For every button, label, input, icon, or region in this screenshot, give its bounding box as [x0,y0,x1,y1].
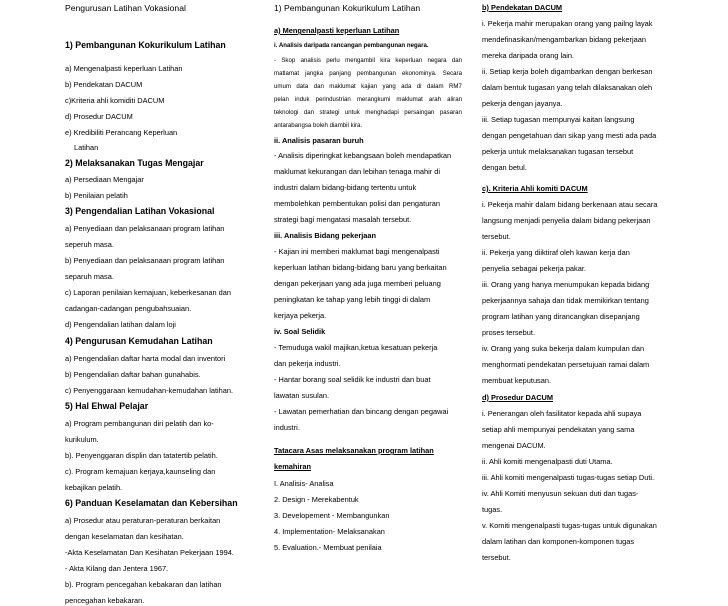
word: analisis [300,57,321,64]
word: menghadapi [365,109,399,116]
word: dan [451,57,462,64]
word: untuk [344,109,360,116]
item-heading: i. Analisis daripada rancangan pembangunan negara. [274,42,429,49]
section-heading: 6) Panduan Keselamatan dan Kebersihan [65,498,238,508]
paragraph-line [274,56,462,65]
paragraph-line: iii. Orang yang hanya menumpukan kepada bidang [482,280,650,289]
paragraph-line: iv. Ahli Komiti menyusun sekuan duti dan tugas- [482,489,639,498]
paragraph-line: dengan betul. [482,163,527,172]
paragraph-line: industri. [274,423,300,432]
paragraph-line: antarabangsa boleh diambil kira. [274,122,363,129]
word: matlamat [274,70,300,77]
subsection-heading: a) Mengenalpasti keperluan Latihan [274,26,400,35]
paragraph-line: program latihan yang dirancangkan disepanjang [482,312,640,321]
paragraph-line: i. Pekerja mahir merupakan orang yang pailng layak [482,19,653,28]
list-item: - Akta Kilang dan Jentera 1967. [65,564,169,573]
paragraph-line: ii. Ahli komiti mengenalpasti duti Utama. [482,457,613,466]
paragraph-line: keperluan latihan bidang-bidang baru yang berkaitan [274,263,447,272]
section-heading: 1) Pembangunan Kokurikulum Latihan [274,3,421,13]
list-item: a) Prosedur atau peraturan-peraturan berkaitan [65,516,221,525]
word: pasaran [439,109,462,116]
word: strategi [319,109,340,116]
word: kajian [361,83,378,90]
paragraph-line: pekerjaannya sahaja dan tidak memikirkan tentang [482,296,649,305]
section-heading: 3) Pengendalian Latihan Vokasional [65,206,215,216]
paragraph-line: - Temuduga wakil majikan,ketua kesatuan pekerja [274,343,438,352]
list-item: c) Penyenggaraan kemudahan-kemudahan latihan. [65,386,234,395]
list-item: d) Prosedur DACUM [65,112,133,121]
list-item: a) Program pembangunan diri pelatih dan ko- [65,419,214,428]
paragraph-line: penyelia sebagai pekerja pakar. [482,264,586,273]
paragraph-line: iii. Setiap tugasan mempunyai kaitan langsung [482,115,635,124]
paragraph-line: strategi bagi mengatasi masalah tersebut. [274,215,412,224]
paragraph-line: industri dalam bidang-bidang tertentu untuk [274,183,417,192]
paragraph-line: menghormati pendekatan persetujuan ramai dalam [482,360,650,369]
word: teknologi [274,109,299,116]
subsection-heading: b) Pendekatan DACUM [482,3,563,12]
word: induk [294,96,310,103]
paragraph-line: ii. Pekerja yang diiktiraf oleh kawan kerja dan [482,248,630,257]
item-heading: iii. Analisis Bidang pekerjaan [274,231,376,240]
paragraph-line: proses tersebut. [482,328,535,337]
paragraph-line: dalam latihan dan komponen-komponen tugas [482,537,635,546]
list-item: c). Program kemajuan kerjaya,kaunseling dan [65,467,216,476]
word: dan [313,83,324,90]
paragraph-line: iii. Ahli komiti mengenalpasti tugas-tugas setiap Duti. [482,473,655,482]
paragraph-line [274,69,462,78]
word: di [416,83,422,90]
list-item: e) Kredibiliti Perancang Keperluan [65,128,178,137]
procedure-heading-continued: kemahiran [274,462,311,471]
paragraph-line: peningkatan ke tahap yang lebih tinggi di dalam [274,295,431,304]
paragraph-line: tersebut. [482,232,511,241]
word: - [274,57,277,64]
procedure-step: 2. Design - Merekabentuk [274,495,359,504]
word: Skop [281,57,296,64]
word: dalam [426,83,444,90]
section-heading: 5) Hal Ehwal Pelajar [65,401,149,411]
list-item: b). Penyenggaran displin dan tatatertib pelatih. [65,451,218,460]
paragraph-line: pekerja dengan jayanya. [482,99,563,108]
word: perindustrian [315,96,351,103]
paragraph-line: membolehkan pembentukan polisi dan pengaturan [274,199,440,208]
paragraph-line: v. Komiti mengenalpasti tugas-tugas untuk digunakan [482,521,657,530]
word: pembangunan [356,70,396,77]
word: RM7 [449,83,462,90]
list-item: b). Program pencegahan kebakaran dan latihan [65,580,222,589]
word: arah [428,96,442,103]
paragraph-line: - Kajian ini memberi maklumat bagi mengenalpasti [274,247,440,256]
paragraph-line [274,108,462,117]
word: data [296,83,309,90]
word: perlu [326,57,340,64]
section-heading: 1) Pembangunan Kokurikulum Latihan [65,40,226,50]
section-heading: 2) Melaksanakan Tugas Mengajar [65,158,204,168]
procedure-step: 5. Evaluation.- Membuat penilaia [274,543,382,552]
paragraph-line: dengan pekerjaan yang ada juga memberi peluang [274,279,441,288]
list-item-continued: separuh masa. [65,272,114,281]
word: panjang [329,70,351,77]
word: merangkumi [356,96,391,103]
word: aliran [447,96,462,103]
paragraph-line: pekerja untuk melaksanakan tugasan tersebut [482,147,634,156]
list-item-continued: Latihan [74,143,99,152]
list-item-continued: kurikulum. [65,435,99,444]
paragraph-line: setiap ahli mempunyai pendekatan yang sama [482,425,635,434]
word: ekonominya. [402,70,437,77]
word: yang [382,83,396,90]
subsection-heading: d) Prosedur DACUM [482,393,554,402]
list-item: a) Persediaan Mengajar [65,175,144,184]
word: maklumat [396,96,423,103]
paragraph-line: - Lawatan pemerhatian dan bincang dengan pegawai [274,407,449,416]
paragraph-line: kerjaya pekerja. [274,311,327,320]
paragraph-line: i. Penerangan oleh fasilitator kepada ahli supaya [482,409,642,418]
paragraph-line: - Analisis diperingkat kebangsaan boleh mendapatkan [274,151,452,160]
word: pelan [274,96,289,103]
paragraph-line [274,95,462,104]
procedure-step: 3. Developement - Membangunkan [274,511,390,520]
paragraph-line: ii. Setiap kerja boleh digambarkan dengan berkesan [482,67,653,76]
list-item: b) Penyediaan dan pelaksanaan program latihan [65,256,225,265]
paragraph-line: mereka daripada orang lain. [482,51,575,60]
paragraph-line: dan pekerja industri. [274,359,341,368]
paragraph-line: mendefinasikan/mengambarkan bidang pekerjaan [482,35,646,44]
word: dan [303,109,315,116]
word: persaingan [404,109,435,116]
list-item: c)Kriteria ahli komiditi DACUM [65,96,165,105]
list-item-continued: pencegahan kebakaran. [65,596,145,605]
list-item: d) Pengendalian latihan dalam loji [65,320,176,329]
word: keperluan [395,57,423,64]
paragraph-line [274,82,462,91]
paragraph-line: membuat keputusan. [482,376,552,385]
subsection-heading: c). Kriteria Ahli komiti DACUM [482,184,588,193]
document-title: Pengurusan Latihan Vokasional [65,3,186,13]
paragraph-line: mengenai DACUM. [482,441,546,450]
paragraph-line: i. Pekerja mahir dalam bidang berkenaan atau secara [482,200,658,209]
paragraph-line: dengan pengetahuan dan sikap yang mesti ada pada [482,131,657,140]
word: ada [401,83,412,90]
paragraph-line: maklumat kekurangan dan lebihan tenaga mahir di [274,167,440,176]
list-item-continued: dengan keselamatan dan kesihatan. [65,532,184,541]
list-item: a) Mengenalpasti keperluan Latihan [65,64,183,73]
list-item: a) Penyediaan dan pelaksanaan program latihan [65,224,225,233]
item-heading: iv. Soal Selidik [274,327,326,336]
word: Secara [442,70,462,77]
paragraph-line: iv. Orang yang suka bekerja dalam kumpulan dan [482,344,645,353]
procedure-step: I. Analisis- Analisa [274,479,334,488]
procedure-step: 4. Implementation- Melaksanakan [274,527,385,536]
list-item-continued: kebajikan pelatih. [65,483,123,492]
procedure-heading: Tatacara Asas melaksanakan program latihan [274,446,434,455]
list-item-continued: cadangan-cadangan pengubahsuaian. [65,304,192,313]
list-item: b) Pendekatan DACUM [65,80,143,89]
word: negara [427,57,447,64]
item-heading: ii. Analisis pasaran buruh [274,136,364,145]
paragraph-line: tugas. [482,505,503,514]
word: mengambil [345,57,375,64]
paragraph-line: langsung menjadi penyelia dalam bidang pekerjaan [482,216,651,225]
word: kira [380,57,391,64]
paragraph-line: tersebut. [482,553,511,562]
word: maklumat [329,83,356,90]
paragraph-line: lawatan susulan. [274,391,330,400]
list-item-continued: seperuh masa. [65,240,114,249]
list-item: -Akta Keselamatan Dan Kesihatan Pekerjaan 1994. [65,548,234,557]
word: jangka [305,70,324,77]
paragraph-line: dalam bentuk tugasan yang telah dilaksanakan oleh [482,83,653,92]
list-item: c) Laporan penilaian kemajuan, keberkesanan dan [65,288,231,297]
list-item: a) Pengendalian daftar harta modal dan inventori [65,354,226,363]
paragraph-line: - Hantar borang soal selidik ke industri dan buat [274,375,431,384]
list-item: b) Penilaian pelatih [65,191,128,200]
word: umum [274,83,291,90]
section-heading: 4) Pengurusan Kemudahan Latihan [65,336,213,346]
list-item: b) Pengendalian daftar bahan gunahabis. [65,370,201,379]
